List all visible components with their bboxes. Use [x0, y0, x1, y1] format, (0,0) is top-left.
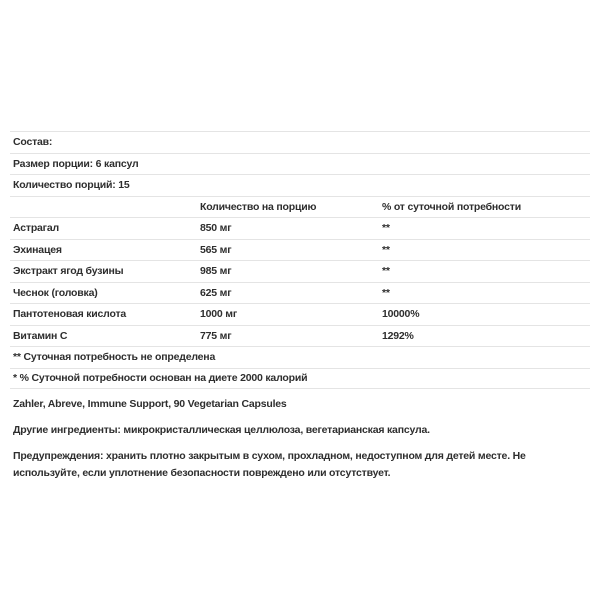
ingredient-row: [10, 325, 590, 347]
ingredient-row: [10, 260, 590, 282]
footnote-row: [10, 368, 590, 390]
ingredient-name: Чеснок (головка): [13, 286, 98, 299]
ingredient-name: Пантотеновая кислота: [13, 308, 127, 321]
composition-row: [10, 131, 590, 153]
composition-label: Состав:: [13, 136, 53, 149]
ingredient-amount: 565 мг: [200, 243, 232, 256]
servings-count-label: Количество порций: 15: [13, 179, 130, 192]
serving-size-label: Размер порции: 6 капсул: [13, 157, 139, 170]
other-ingredients: Другие ингредиенты: микрокристаллическая целлюлоза, вегетарианская капсула.: [13, 424, 430, 436]
ingredient-row: [10, 239, 590, 261]
ingredient-daily-value: **: [382, 286, 390, 299]
supplement-facts-table: [10, 131, 590, 389]
ingredient-amount: 850 мг: [200, 222, 232, 235]
ingredient-name: Витамин C: [13, 329, 68, 342]
warnings: Предупреждения: хранить плотно закрытым в сухом, прохладном, недоступном для детей месте. Не используйте, если уплотнение безопасности повреждено или отсутствует.: [13, 450, 526, 479]
servings-count-row: [10, 174, 590, 196]
product-title: Zahler, Abreve, Immune Support, 90 Vegetarian Capsules: [13, 398, 287, 410]
ingredient-daily-value: 10000%: [382, 308, 420, 321]
ingredient-name: Астрагал: [13, 222, 59, 235]
table-header-row: [10, 196, 590, 218]
footnote-daily-value-not-established: ** Суточная потребность не определена: [13, 351, 216, 364]
ingredient-amount: 985 мг: [200, 265, 232, 278]
details-section: [0, 389, 600, 482]
footnote-diet-basis: * % Суточной потребности основан на диете 2000 калорий: [13, 372, 308, 385]
ingredient-daily-value: 1292%: [382, 329, 414, 342]
ingredient-name: Экстракт ягод бузины: [13, 265, 124, 278]
ingredient-row: [10, 282, 590, 304]
ingredient-row: [10, 303, 590, 325]
header-amount-per-serving: Количество на порцию: [200, 200, 317, 213]
footnote-row: [10, 346, 590, 368]
ingredient-amount: 1000 мг: [200, 308, 238, 321]
ingredient-daily-value: **: [382, 265, 390, 278]
ingredient-amount: 775 мг: [200, 329, 232, 342]
ingredient-name: Эхинацея: [13, 243, 62, 256]
ingredient-amount: 625 мг: [200, 286, 232, 299]
header-daily-value: % от суточной потребности: [382, 200, 521, 213]
serving-size-row: [10, 153, 590, 175]
ingredient-row: [10, 217, 590, 239]
ingredient-daily-value: **: [382, 222, 390, 235]
ingredient-daily-value: **: [382, 243, 390, 256]
